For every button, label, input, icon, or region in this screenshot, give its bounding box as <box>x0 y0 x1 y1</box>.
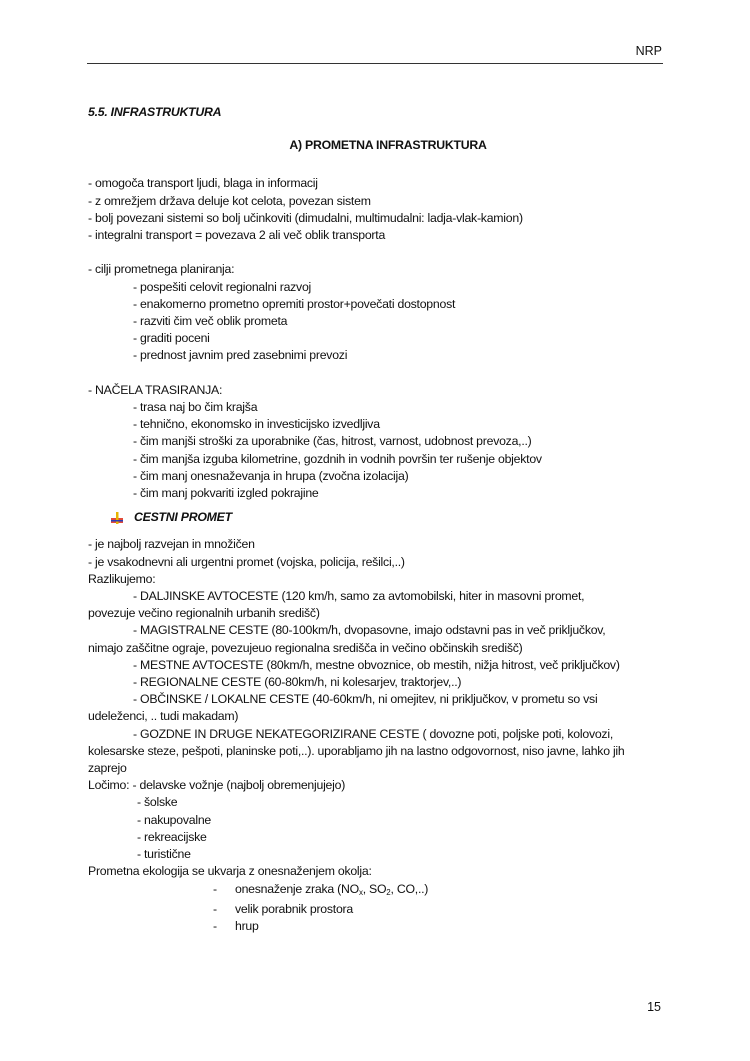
road-type-cont: zaprejo <box>88 761 127 776</box>
goals-list <box>88 261 668 364</box>
intro-item: - omogoča transport ljudi, blaga in informacij <box>88 176 318 191</box>
road-type: - REGIONALNE CESTE (60-80km/h, ni kolesarjev, traktorjev,..) <box>133 675 462 690</box>
locimo-first: Ločimo: - delavske vožnje (najbolj obremenjujejo) <box>88 778 346 793</box>
locimo-item: - turistične <box>137 847 191 862</box>
intro-item: - integralni transport = povezava 2 ali več oblik transporta <box>88 228 386 243</box>
principle-item: - čim manjši stroški za uporabnike (čas, hitrost, varnost, udobnost prevoza,..) <box>133 434 532 449</box>
road-line: - je vsakodnevni ali urgentni promet (vojska, policija, rešilci,..) <box>88 554 405 569</box>
principle-item: - trasa naj bo čim krajša <box>133 400 258 415</box>
road-type-cont: udeleženci, .. tudi makadam) <box>88 709 239 724</box>
goal-item: - prednost javnim pred zasebnimi prevozi <box>133 348 348 363</box>
principle-item: - čim manj onesnaževanja in hrupa (zvočna izolacija) <box>133 468 409 483</box>
road-type: - MAGISTRALNE CESTE (80-100km/h, dvopasovne, imajo odstavni pas in več priključkov, <box>133 623 606 638</box>
road-line: - je najbolj razvejan in množičen <box>88 537 255 552</box>
road-type-cont: kolesarske steze, pešpoti, planinske poti,..). uporabljamo jih na lastno odgovornost, niso javne, lahko jih <box>88 743 625 758</box>
locimo-item: - šolske <box>137 795 178 810</box>
subsection-title: A) PROMETNA INFRASTRUKTURA <box>289 138 487 153</box>
goals-heading: - cilji prometnega planiranja: <box>88 262 235 277</box>
principle-item: - tehnično, ekonomsko in investicijsko izvedljiva <box>133 417 380 432</box>
ecology-item: - onesnaženje zraka ($NO_x$, $SO_2$, CO,..) <box>213 881 429 897</box>
page-body <box>88 104 668 935</box>
road-type-cont: nimajo zaščitne ograje, povezujeuo regionalna središča in večino občinskih središč) <box>88 640 523 655</box>
road-line: Razlikujemo: <box>88 571 156 586</box>
goal-item: - enakomerno prometno opremiti prostor+povečati dostopnost <box>133 296 456 311</box>
intro-item: - bolj povezani sistemi so bolj učinkoviti (dimudalni, multimudalni: ladja-vlak-kamion) <box>88 210 523 225</box>
locimo-item: - rekreacijske <box>137 829 207 844</box>
page-number: 15 <box>647 1000 661 1014</box>
bullet-cross-icon <box>110 511 124 525</box>
intro-list <box>88 175 668 244</box>
locimo-item: - nakupovalne <box>137 812 212 827</box>
road-heading <box>110 509 668 526</box>
road-type: - OBČINSKE / LOKALNE CESTE (40-60km/h, ni omejitev, ni priključkov, v prometu so vsi <box>133 692 598 707</box>
goal-item: - graditi poceni <box>133 331 210 346</box>
road-type: - MESTNE AVTOCESTE (80km/h, mestne obvoznice, ob mestih, nižja hitrost, več priključkov) <box>133 657 620 672</box>
goal-item: - razviti čim več oblik prometa <box>133 314 288 329</box>
ecology-item: - velik porabnik prostora <box>213 901 353 916</box>
principles-heading: - NAČELA TRASIRANJA: <box>88 382 223 397</box>
road-type: - DALJINSKE AVTOCESTE (120 km/h, samo za avtomobilski, hiter in masovni promet, <box>133 589 585 604</box>
principle-item: - čim manjša izguba kilometrine, gozdnih in vodnih površin ter rušenje objektov <box>133 451 542 466</box>
road-section <box>88 536 668 935</box>
road-type-cont: povezuje večino regionalnih urbanih središč) <box>88 606 320 621</box>
road-heading-text: CESTNI PROMET <box>134 510 232 525</box>
header-rule <box>87 63 663 64</box>
section-title: 5.5. INFRASTRUKTURA <box>88 105 222 119</box>
road-type: - GOZDNE IN DRUGE NEKATEGORIZIRANE CESTE ( dovozne poti, poljske poti, kolovozi, <box>133 726 613 741</box>
intro-item: - z omrežjem država deluje kot celota, povezan sistem <box>88 193 371 208</box>
goal-item: - pospešiti celovit regionalni razvoj <box>133 279 312 294</box>
principle-item: - čim manj pokvariti izgled pokrajine <box>133 486 319 501</box>
ecology-heading: Prometna ekologija se ukvarja z onesnaženjem okolja: <box>88 864 372 879</box>
ecology-item: - hrup <box>213 918 259 933</box>
running-header: NRP <box>635 44 662 58</box>
principles-list <box>88 382 668 502</box>
